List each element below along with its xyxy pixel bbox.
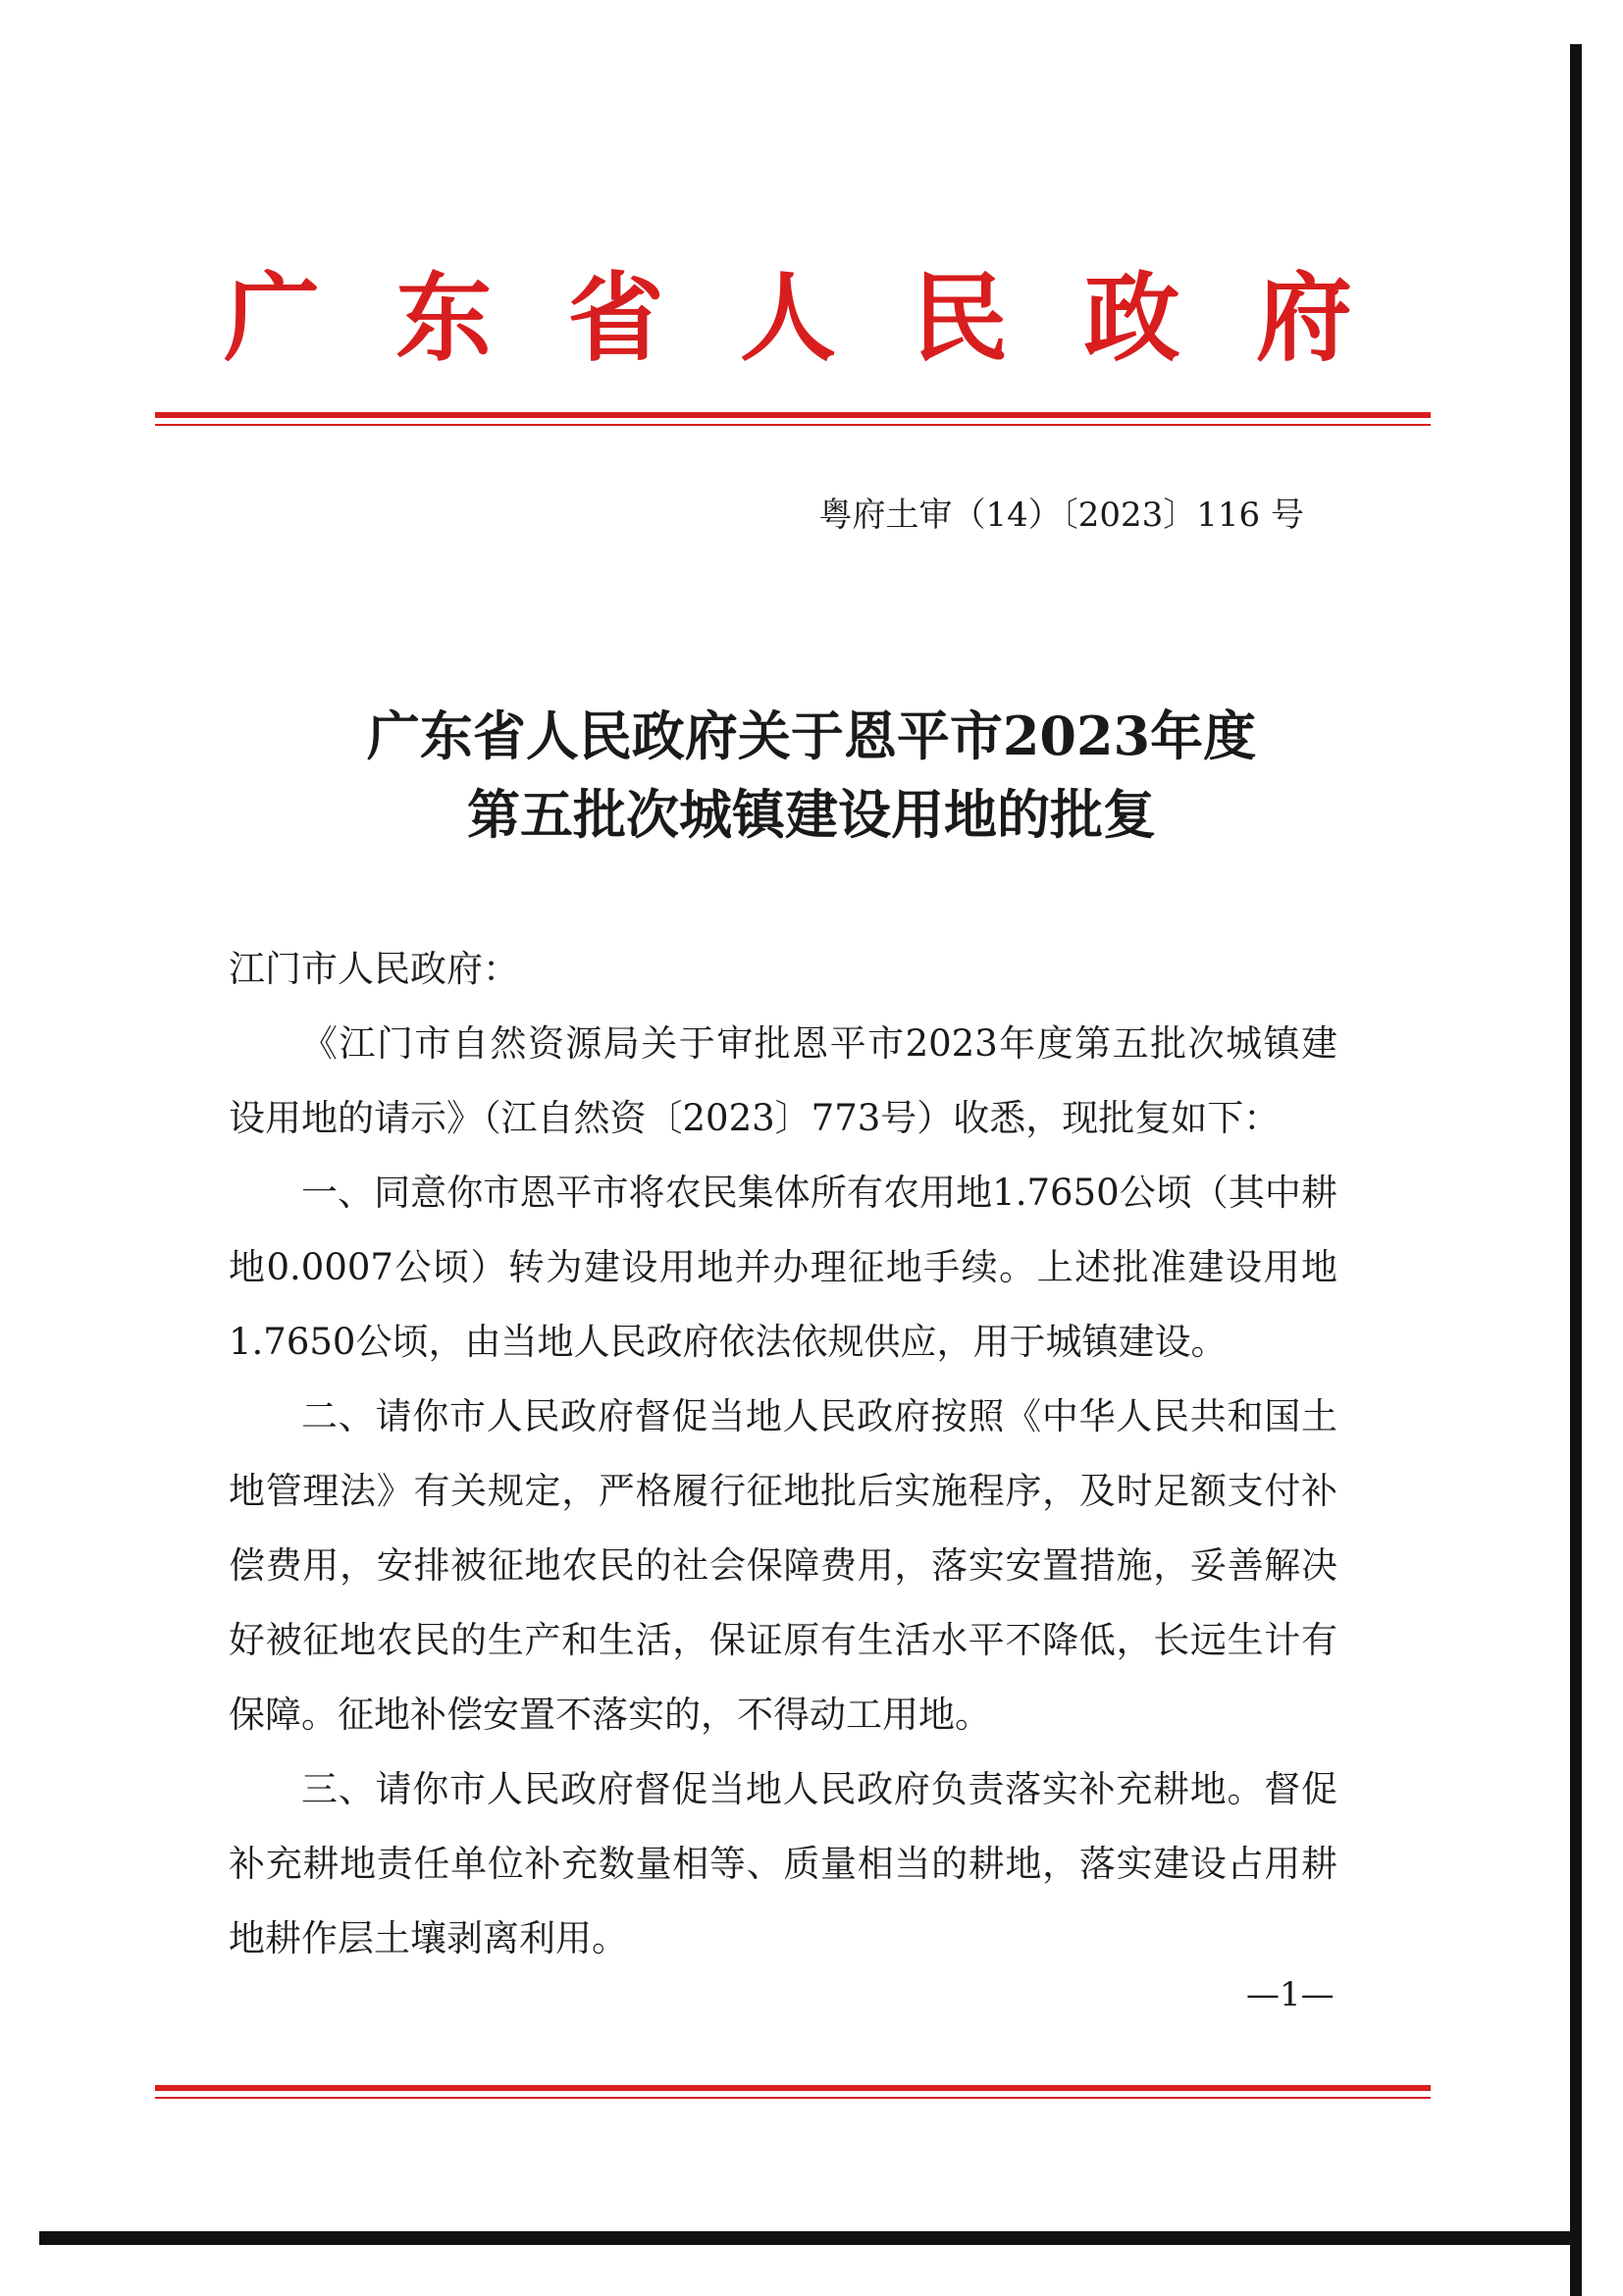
page-number: —1— xyxy=(1246,1975,1335,2014)
document-title-line2: 第五批次城镇建设用地的批复 xyxy=(467,783,1156,846)
paragraph-item-2: 二、请你市人民政府督促当地人民政府按照《中华人民共和国土地管理法》有关规定，严格履行征地批后实施程序，及时足额支付补偿费用，安排被征地农民的社会保障费用，落实安置措施，妥善解决好被征地农民的生产和生活，保证原有生活水平不降低，长远生计有保障。征地补偿安置不落实的，不得动工用地。 xyxy=(229,1395,1337,1736)
document-title xyxy=(157,697,1466,854)
paragraph-request: 《江门市自然资源局关于审批恩平市2023年度第五批次城镇建设用地的请示》（江自然资〔2023〕773号）收悉，现批复如下： xyxy=(229,1022,1337,1139)
masthead-title xyxy=(224,262,1352,375)
masthead-char: 广 xyxy=(224,262,321,375)
scan-edge-bottom xyxy=(39,2231,1582,2245)
masthead-char: 府 xyxy=(1255,262,1352,375)
red-divider-bottom-thin xyxy=(155,2097,1431,2099)
red-divider-bottom-thick xyxy=(155,2085,1431,2091)
red-divider-top-thin xyxy=(155,424,1431,426)
document-number: 粤府土审（14）〔2023〕116 号 xyxy=(818,496,1304,535)
document-title-line1: 广东省人民政府关于恩平市2023年度 xyxy=(366,704,1257,767)
masthead-char: 省 xyxy=(567,262,664,375)
red-divider-top-thick xyxy=(155,412,1431,418)
scan-edge-right xyxy=(1570,44,1582,2296)
masthead-char: 政 xyxy=(1083,262,1180,375)
document-body xyxy=(229,932,1337,1976)
paragraph-item-3: 三、请你市人民政府督促当地人民政府负责落实补充耕地。督促补充耕地责任单位补充数量相等、质量相当的耕地，落实建设占用耕地耕作层土壤剥离利用。 xyxy=(229,1768,1337,1959)
masthead-char: 东 xyxy=(395,262,493,375)
masthead-char: 人 xyxy=(739,262,836,375)
addressee: 江门市人民政府： xyxy=(229,948,519,990)
paragraph-item-1: 一、同意你市恩平市将农民集体所有农用地1.7650公顷（其中耕地0.0007公顷）转为建设用地并办理征地手续。上述批准建设用地1.7650公顷，由当地人民政府依法依规供应，用于城镇建设。 xyxy=(229,1172,1337,1363)
masthead-char: 民 xyxy=(912,262,1009,375)
